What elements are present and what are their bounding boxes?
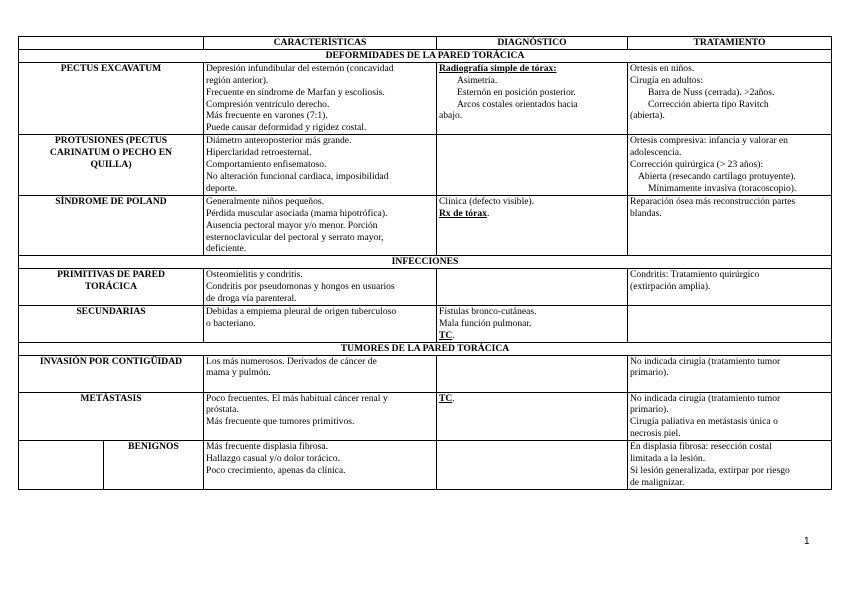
text-line: No indicada cirugía (tratamiento tumor (630, 392, 781, 404)
row-primitivas (19, 269, 832, 306)
text-line: región anterior). (206, 74, 269, 86)
text-line: Ausencia pectoral mayor y/o menor. Porción (206, 219, 378, 231)
diag-title: Radiografía simple de tórax: (439, 62, 557, 74)
caracteristicas-cell (204, 62, 437, 134)
label-line: TORÁCICA (84, 281, 138, 293)
row-label: INVASIÓN POR CONTIGÜIDAD (19, 355, 204, 392)
text-line: Clínica (defecto visible). (439, 195, 535, 207)
section-row-deformidades (19, 49, 832, 62)
text-line: Diámetro anteroposterior más grande. (206, 135, 352, 147)
section-title-deformidades: DEFORMIDADES DE LA PARED TORÁCICA (19, 49, 832, 62)
caracteristicas-cell (204, 441, 437, 490)
row-label (19, 135, 204, 196)
tratamiento-cell (628, 269, 832, 306)
text-line: Cirugía en adultos: (630, 74, 704, 86)
text-line: Hiperclaridad retroesternal. (206, 147, 312, 159)
diagnostico-cell (437, 355, 628, 392)
text-line: Poco crecimiento, apenas da clínica. (206, 465, 346, 476)
header-caracteristicas: CARACTERÍSTICAS (204, 37, 437, 50)
tratamiento-cell (628, 392, 832, 441)
diagnostico-cell (437, 269, 628, 306)
row-poland (19, 195, 832, 256)
page-number: 1 (804, 536, 810, 547)
caracteristicas-cell (204, 305, 437, 342)
text-line: esternoclavicular del pectoral y serrato mayor, (206, 231, 384, 243)
text-line: Condritis: Tratamiento quirúrgico (630, 269, 760, 281)
summary-table (18, 36, 832, 490)
row-label (19, 269, 204, 306)
text-line: Ortesis en niños. (630, 62, 695, 74)
text-line: blandas. (630, 207, 662, 219)
row-metastasis (19, 392, 832, 441)
text-line (439, 393, 625, 405)
text-line: Reparación ósea más reconstrucción partes (630, 195, 796, 207)
text-line (439, 330, 625, 342)
diagnostico-cell (437, 62, 628, 134)
text-line: Los más numerosos. Derivados de cáncer de (206, 355, 377, 367)
text-line: Debidas a empiema pleural de origen tuberculoso (206, 305, 397, 317)
row-label: METÁSTASIS (19, 392, 204, 441)
diagnostico-cell (437, 135, 628, 196)
text-line: Más frecuente displasia fibrosa. (206, 441, 329, 453)
row-contiguidad (19, 355, 832, 392)
row-label: BENIGNOS (104, 441, 204, 490)
row-label: SÍNDROME DE POLAND (19, 195, 204, 256)
text-line: Esternón en posición posterior. (457, 86, 576, 98)
section-title-infecciones: INFECCIONES (19, 256, 832, 269)
text-line: Mínimamente invasiva (toracoscopio). (648, 182, 797, 194)
text-line: Asimetría. (457, 74, 498, 86)
text-line: Depresión infundibular del esternón (concavidad (206, 62, 394, 74)
diagnostico-cell (437, 392, 628, 441)
tc-term: TC (439, 329, 453, 341)
text-line: mama y pulmón. (206, 367, 271, 379)
section-row-infecciones (19, 256, 832, 269)
text-line: Generalmente niños pequeños. (206, 195, 325, 207)
text-line: abajo. (439, 110, 463, 122)
tratamiento-cell (628, 135, 832, 196)
text-line: Cirugía paliativa en metástasis única o (630, 416, 778, 428)
text-line: deficiente. (206, 243, 247, 255)
text-line: Hallazgo casual y/o dolor torácico. (206, 453, 340, 465)
row-label: SECUNDARIAS (19, 305, 204, 342)
caracteristicas-cell (204, 355, 437, 392)
text-line: Mala función pulmonar. (439, 317, 532, 329)
text-line: En displasia fibrosa: resección costal (630, 441, 772, 453)
caracteristicas-cell (204, 195, 437, 256)
text-line: necrosis piel. (630, 428, 681, 440)
caracteristicas-cell (204, 269, 437, 306)
section-row-tumores (19, 342, 832, 355)
header-row (19, 37, 832, 50)
text-line: primario). (630, 367, 669, 379)
text-line: Ortesis compresiva: infancia y valorar en (630, 135, 788, 147)
tratamiento-cell (628, 62, 832, 134)
text-line: Puede causar deformidad y rigidez costal. (206, 122, 367, 134)
row-label-blank (19, 441, 104, 490)
text-line: Corrección abierta tipo Ravitch (648, 98, 769, 110)
text-line: Frecuente en síndrome de Marfan y escoliosis. (206, 86, 385, 98)
text-line: Fístulas bronco-cutáneas. (439, 305, 537, 317)
text-line: Más frecuente en varones (7:1). (206, 110, 328, 122)
text-line: Arcos costales orientados hacia (457, 98, 578, 110)
label-line: CARINATUM O PECHO EN (49, 147, 173, 159)
text-line: Más frecuente que tumores primitivos. (206, 416, 355, 428)
row-label: PECTUS EXCAVATUM (19, 62, 204, 134)
row-pectus-excavatum (19, 62, 832, 134)
text-line: Barra de Nuss (cerrada). >2años. (648, 86, 775, 98)
caracteristicas-cell (204, 392, 437, 441)
diagnostico-cell (437, 305, 628, 342)
row-protusiones (19, 135, 832, 196)
text-line: (abierta). (630, 110, 665, 122)
text-line: Pérdida muscular asociada (mama hipotrófica). (206, 207, 388, 219)
punct: . (486, 207, 490, 219)
text-line: Osteomielitis y condritis. (206, 269, 303, 281)
row-secundarias (19, 305, 832, 342)
label-line: QUILLA) (90, 159, 132, 171)
text-line: adolescencia. (630, 147, 682, 159)
tc-term: TC (439, 392, 453, 404)
rx-torax-term: Rx de tórax (439, 207, 487, 219)
text-line: Si lesión generalizada, extirpar por riesgo (630, 465, 790, 476)
tratamiento-cell (628, 305, 832, 342)
header-tratamiento: TRATAMIENTO (628, 37, 832, 50)
text-line: Corrección quirúrgica (> 23 años): (630, 159, 764, 171)
text-line: Condritis por pseudomonas y hongos en usuarios (206, 281, 395, 293)
header-diagnostico: DIAGNÓSTICO (437, 37, 628, 50)
text-line: primario). (630, 404, 669, 416)
header-blank (19, 37, 204, 50)
row-benignos (19, 441, 832, 490)
diagnostico-cell (437, 441, 628, 490)
text-line (439, 208, 625, 220)
text-line: próstata. (206, 404, 239, 416)
punct: . (452, 329, 455, 341)
text-line: deporte. (206, 182, 238, 194)
punct: . (452, 392, 455, 404)
tratamiento-cell (628, 355, 832, 392)
text-line: o bacteriano. (206, 317, 256, 329)
text-line: (extirpación amplia). (630, 281, 711, 293)
text-line: Compresión ventrículo derecho. (206, 98, 330, 110)
text-line: Abierta (resecando cartílago protuyente). (638, 170, 796, 182)
text-line: de malignizar. (630, 476, 685, 488)
tratamiento-cell (628, 195, 832, 256)
text-line: Comportamiento enfisematoso. (206, 159, 327, 171)
diagnostico-cell (437, 195, 628, 256)
text-line: de droga vía parenteral. (206, 293, 297, 305)
section-title-tumores: TUMORES DE LA PARED TORÁCICA (19, 342, 832, 355)
caracteristicas-cell (204, 135, 437, 196)
text-line: No indicada cirugía (tratamiento tumor (630, 355, 781, 367)
label-line: PRIMITIVAS DE PARED (57, 269, 165, 281)
text-line: Poco frecuentes. El más habitual cáncer renal y (206, 392, 388, 404)
label-line: PROTUSIONES (PECTUS (54, 135, 168, 147)
tratamiento-cell (628, 441, 832, 490)
text-line: No alteración funcional cardiaca, imposibilidad (206, 170, 389, 182)
text-line: limitada a la lesión. (630, 453, 706, 465)
